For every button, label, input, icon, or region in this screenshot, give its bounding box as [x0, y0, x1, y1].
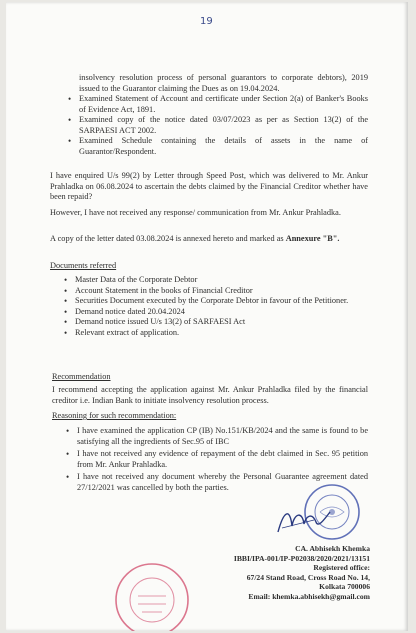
signatory-name: CA. Abhisekh Khemka — [295, 544, 370, 553]
paragraph-no-response: However, I have not received any response/ communication from Mr. Ankur Prahladka. — [50, 208, 341, 217]
page-number: 19 — [200, 16, 213, 27]
list-item: • Examined copy of the notice dated 03/07/2023 as per as Section 13(2) of the SARPAESI ACT 2002. — [68, 115, 368, 136]
annexure-text: A copy of the letter dated 03.08.2024 is annexed hereto and marked as — [50, 234, 284, 243]
list-item: • Account Statement in the books of Financial Creditor — [64, 286, 364, 297]
documents-heading: Documents referred — [50, 261, 117, 270]
address-line-1: 67/24 Stand Road, Cross Road No. 14, — [246, 572, 370, 582]
list-item: • Securities Document executed by the Corporate Debtor in favour of the Petitioner. — [64, 296, 364, 307]
list-item: • Demand notice issued U/s 13(2) of SARFAESI Act — [64, 317, 364, 328]
list-item: • I have not received any evidence of repayment of the debt claimed in Sec. 95 petition from Mr. Ankur Prahladka. — [66, 449, 368, 470]
list-item: • I have examined the application CP (IB) No.151/KB/2024 and the same is found to be satisfying all the ingredients of Sec.95 of IBC — [66, 426, 368, 447]
top-examined-list — [68, 73, 368, 157]
documents-list — [64, 275, 364, 338]
signature-mark — [274, 502, 334, 538]
address-line-2: Kolkata 700006 — [319, 582, 370, 592]
office-label: Registered office: — [313, 563, 370, 573]
list-item: • Examined Schedule containing the details of assets in the name of Guarantor/Respondent. — [68, 136, 368, 157]
notary-stamp — [110, 556, 206, 631]
list-item: • I have not received any document whereby the Personal Guarantee agreement dated 27/12/2021 was cancelled by both the parties. — [66, 472, 368, 493]
list-item: • Master Data of the Corporate Debtor — [64, 275, 364, 286]
reasoning-heading: Reasoning for such recommendation: — [52, 411, 177, 420]
list-item: • Demand notice dated 20.04.2024 — [64, 307, 364, 318]
recommendation-text: I recommend accepting the application against Mr. Ankur Prahladka filed by the financial creditor i.e. Indian Bank to initiate insolvency resolution process. — [52, 385, 368, 405]
document-page — [6, 2, 408, 631]
paragraph-annexure — [50, 234, 368, 245]
paragraph-enquired: I have enquired U/s 99(2) by Letter through Speed Post, which was delivered to Mr. Ankur Prahladka on 06.08.2024 to ascertain the debts claimed by the Financial Creditor whether have been repaid? — [50, 171, 368, 201]
email-line: Email: khemka.abhisekh@gmail.com — [248, 591, 370, 601]
registration-number: IBBI/IPA-001/IP-P02038/2020/2021/13151 — [233, 553, 370, 563]
annexure-label: Annexure "B". — [285, 234, 340, 243]
recommendation-heading: Recommendation — [52, 372, 111, 381]
list-item: insolvency resolution process of personal guarantors to corporate debtors), 2019 issued to the Guarantor claiming the Dues as on 19.04.2024. — [79, 73, 368, 93]
list-item: • Examined Statement of Account and certificate under Section 2(a) of Banker's Books of Evidence Act, 1891. — [68, 94, 368, 115]
list-item: • Relevant extract of application. — [64, 328, 364, 339]
